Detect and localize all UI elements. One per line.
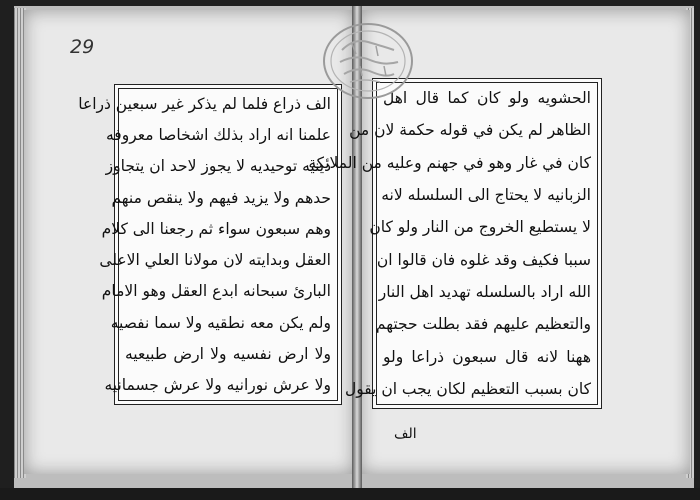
text-line: دينيه توحيديه لا يجوز لاحد ان يتجاوز xyxy=(105,157,331,176)
text-line: لا يستطيع الخروج من النار ولو كان xyxy=(369,218,591,237)
text-line: كان في غار وهو في جهنم وعليه من الملائكة xyxy=(308,153,591,172)
text-line: ولا ارض نفسيه ولا ارض طبيعيه xyxy=(125,344,331,363)
text-line: ولم يكن معه نطقيه ولا سما نفصيه xyxy=(110,313,331,332)
text-line: الف ذراع فلما لم يذكر غير سبعين ذراعا xyxy=(78,95,331,113)
scan-border xyxy=(0,488,700,500)
text-line: البارئ سبحانه ابدع العقل وهو الامام xyxy=(101,282,331,301)
text-line: الله اراد بالسلسله تهديد اهل النار xyxy=(378,282,591,301)
right-text-block xyxy=(308,78,602,409)
right-text-lines xyxy=(308,85,591,402)
text-line: وهم سبعون سواء ثم رجعنا الى كلام xyxy=(101,219,331,238)
folio-number: 29 xyxy=(70,36,95,58)
left-text-block xyxy=(78,84,342,405)
text-line: ولا عرش نورانيه ولا عرش جسمانيه xyxy=(104,375,331,394)
text-line: علمنا انه اراد بذلك اشخاصا معروفه xyxy=(106,126,331,145)
text-line: كان بسبب التعظيم لكان يجب ان يقول xyxy=(344,379,591,398)
left-text-lines xyxy=(78,91,331,398)
text-line: سببا فكيف وقد غلوه فان قالوا ان xyxy=(376,250,591,269)
catchword: الف xyxy=(394,426,417,442)
manuscript-spread xyxy=(14,6,694,488)
text-line: ههنا لانه قال سبعون ذراعا ولو xyxy=(383,347,591,366)
text-line: والتعظيم عليهم فقد بطلت حجتهم xyxy=(375,315,591,334)
library-seal-stamp xyxy=(320,20,416,102)
text-line: الزبانيه لا يحتاج الى السلسله لانه xyxy=(381,185,591,204)
text-line: الظاهر لم يكن في قوله حكمة لان من xyxy=(349,121,591,140)
text-line: الحشويه ولو كان كما قال اهل xyxy=(383,89,591,107)
text-line: العقل وبدايته لان مولانا العلي الاعلى xyxy=(99,251,331,270)
text-line: حدهم ولا يزيد فيهم ولا ينقص منهم xyxy=(111,188,331,207)
